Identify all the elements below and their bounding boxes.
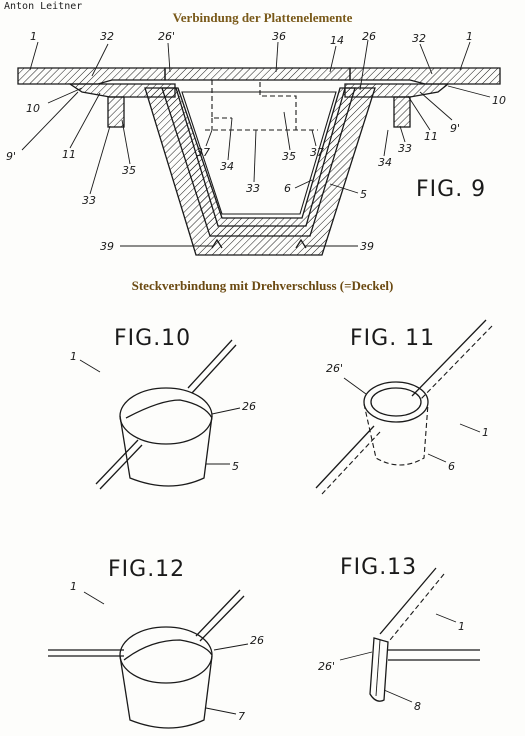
fig9-label-14: 14 bbox=[330, 34, 344, 47]
fig9-label-10-left: 10 bbox=[26, 102, 40, 115]
fig9-label-10-right: 10 bbox=[492, 94, 506, 107]
fig9-label-39-left: 39 bbox=[100, 240, 114, 253]
fig9-label-32-right: 32 bbox=[412, 32, 426, 45]
fig12-drawing bbox=[48, 557, 264, 728]
fig9-label-35-left: 35 bbox=[122, 164, 136, 177]
fig9-lid-plate bbox=[165, 68, 350, 80]
fig11-label-26-prime: 26' bbox=[326, 362, 344, 375]
fig13-label-8: 8 bbox=[414, 700, 421, 713]
fig9-label-11-left: 11 bbox=[62, 148, 76, 161]
fig12-caption: FIG.12 bbox=[108, 557, 186, 582]
heading-plate-connection: Verbindung der Plattenelemente bbox=[172, 10, 353, 25]
fig10-label-26: 26 bbox=[242, 400, 256, 413]
fig13-label-1: 1 bbox=[458, 620, 465, 633]
fig9-label-33-center: 33 bbox=[246, 182, 260, 195]
fig13-drawing bbox=[318, 555, 480, 713]
fig13-caption: FIG.13 bbox=[340, 555, 418, 580]
fig9-label-26: 26 bbox=[362, 30, 376, 43]
heading-plug-connection: Steckverbindung mit Drehverschluss (=Deckel) bbox=[131, 278, 394, 293]
fig9-label-36: 36 bbox=[272, 30, 286, 43]
fig9-caption: FIG. 9 bbox=[416, 177, 487, 202]
fig11-label-1: 1 bbox=[482, 426, 489, 439]
fig11-label-6: 6 bbox=[448, 460, 455, 473]
fig9-label-9-prime-right: 9' bbox=[450, 122, 461, 135]
fig9-label-34-right: 34 bbox=[378, 156, 392, 169]
fig9-label-1-left: 1 bbox=[30, 30, 37, 43]
fig9-label-1-right: 1 bbox=[466, 30, 473, 43]
fig12-label-1: 1 bbox=[70, 580, 77, 593]
fig9-label-39-right: 39 bbox=[360, 240, 374, 253]
fig9-label-11-right: 11 bbox=[424, 130, 438, 143]
fig9-label-32-left: 32 bbox=[100, 30, 114, 43]
fig10-caption: FIG.10 bbox=[114, 326, 192, 351]
fig10-drawing bbox=[70, 326, 256, 489]
fig12-label-26: 26 bbox=[250, 634, 264, 647]
fig9-label-33-right: 33 bbox=[398, 142, 412, 155]
fig9-label-26-prime: 26' bbox=[158, 30, 176, 43]
fig9-top-plate-left bbox=[18, 68, 165, 84]
fig9-label-37-right: 37 bbox=[310, 146, 324, 159]
fig9-plug-right bbox=[394, 97, 410, 127]
fig11-drawing bbox=[316, 320, 492, 494]
fig9-label-35-center: 35 bbox=[282, 150, 296, 163]
fig9-label-34-left: 34 bbox=[220, 160, 234, 173]
fig9-plug-left bbox=[108, 97, 124, 127]
fig9-label-37-left: 37 bbox=[196, 146, 210, 159]
fig9-label-33-left: 33 bbox=[82, 194, 96, 207]
fig11-caption: FIG. 11 bbox=[350, 326, 436, 351]
fig12-label-7: 7 bbox=[238, 710, 245, 723]
fig9-label-6: 6 bbox=[284, 182, 291, 195]
author-name: Anton Leitner bbox=[4, 1, 83, 12]
fig9-cross-section bbox=[6, 30, 506, 255]
fig9-top-plate-right bbox=[350, 68, 500, 84]
fig13-label-26-prime: 26' bbox=[318, 660, 336, 673]
fig10-label-1: 1 bbox=[70, 350, 77, 363]
fig10-label-5: 5 bbox=[232, 460, 239, 473]
fig9-label-5: 5 bbox=[360, 188, 367, 201]
fig9-label-9-prime-left: 9' bbox=[6, 150, 17, 163]
